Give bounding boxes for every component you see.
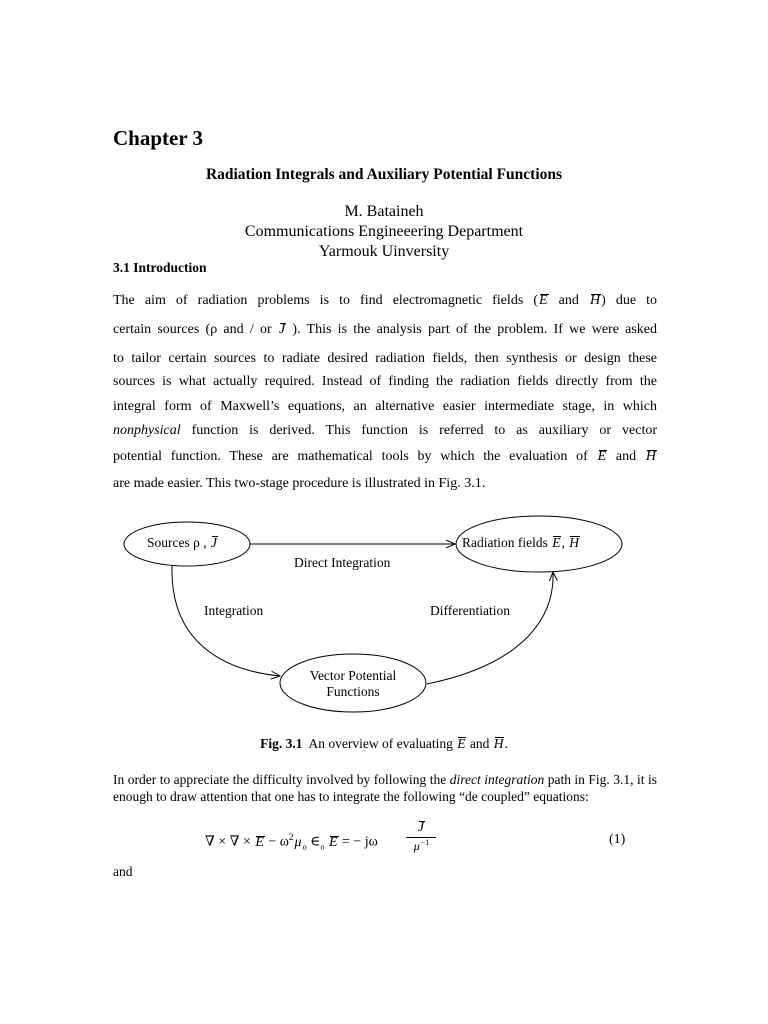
intro-line-6: nonphysical function is derived. This function is referred to as auxiliary or vector: [113, 423, 657, 438]
intro-line-5: integral form of Maxwell’s equations, an alternative easier intermediate stage, in which: [113, 399, 657, 414]
vector-h-symbol: H: [589, 293, 601, 308]
vector-j-symbol: J: [278, 322, 286, 337]
integration-arrow: [172, 566, 280, 676]
intro-line-8: are made easier. This two-stage procedure is illustrated in Fig. 3.1.: [113, 476, 486, 491]
equation-number: (1): [609, 832, 626, 847]
and-word: and: [113, 864, 133, 879]
intro-line-7: potential function. These are mathematical tools by which the evaluation of E and H: [113, 449, 656, 464]
equation-1: ∇ × ∇ × $E - \omega^2\mu_o$ $\in_o$ E = − jω: [205, 832, 378, 852]
direct-integration-label: Direct Integration: [294, 555, 391, 570]
vector-potential-label-2: Functions: [326, 684, 380, 699]
author-department: Communications Engineeering Department: [244, 223, 524, 240]
section-heading: 3.1 Introduction: [113, 260, 207, 275]
chapter-title: Radiation Integrals and Auxiliary Potential Functions: [205, 166, 563, 183]
paragraph-2: In order to appreciate the difficulty involved by following the direct integration path in Fig. 3.1, it is enough to draw attention that one has to integrate the following “de coupled” equations:: [113, 772, 657, 804]
chapter-heading: Chapter 3: [113, 126, 204, 150]
radiation-fields-label: Radiation fields E, H: [462, 535, 579, 550]
figure-caption: Fig. 3.1 An overview of evaluating E and H.: [260, 736, 508, 751]
intro-line-4: sources is what actually required. Instead of finding the radiation fields directly from the: [113, 374, 657, 389]
vector-e-symbol: E: [539, 293, 548, 308]
author-name: M. Bataineh: [344, 203, 424, 220]
intro-line-1: The aim of radiation problems is to find electromagnetic fields (E and H) due to: [113, 293, 657, 308]
vector-potential-label-1: Vector Potential: [309, 668, 397, 683]
sources-label: Sources ρ , J: [147, 535, 217, 550]
intro-line-3: to tailor certain sources to radiate desired radiation fields, then synthesis or design these: [113, 351, 657, 366]
integration-label: Integration: [204, 603, 264, 618]
intro-line-2: certain sources (ρ and / or J ). This is the analysis part of the problem. If we were asked: [113, 322, 658, 337]
differentiation-arrow: [427, 572, 553, 684]
author-university: Yarmouk Uinversity: [318, 243, 450, 260]
differentiation-label: Differentiation: [430, 603, 510, 618]
equation-fraction: J $\mu^{-1}$: [406, 820, 436, 854]
